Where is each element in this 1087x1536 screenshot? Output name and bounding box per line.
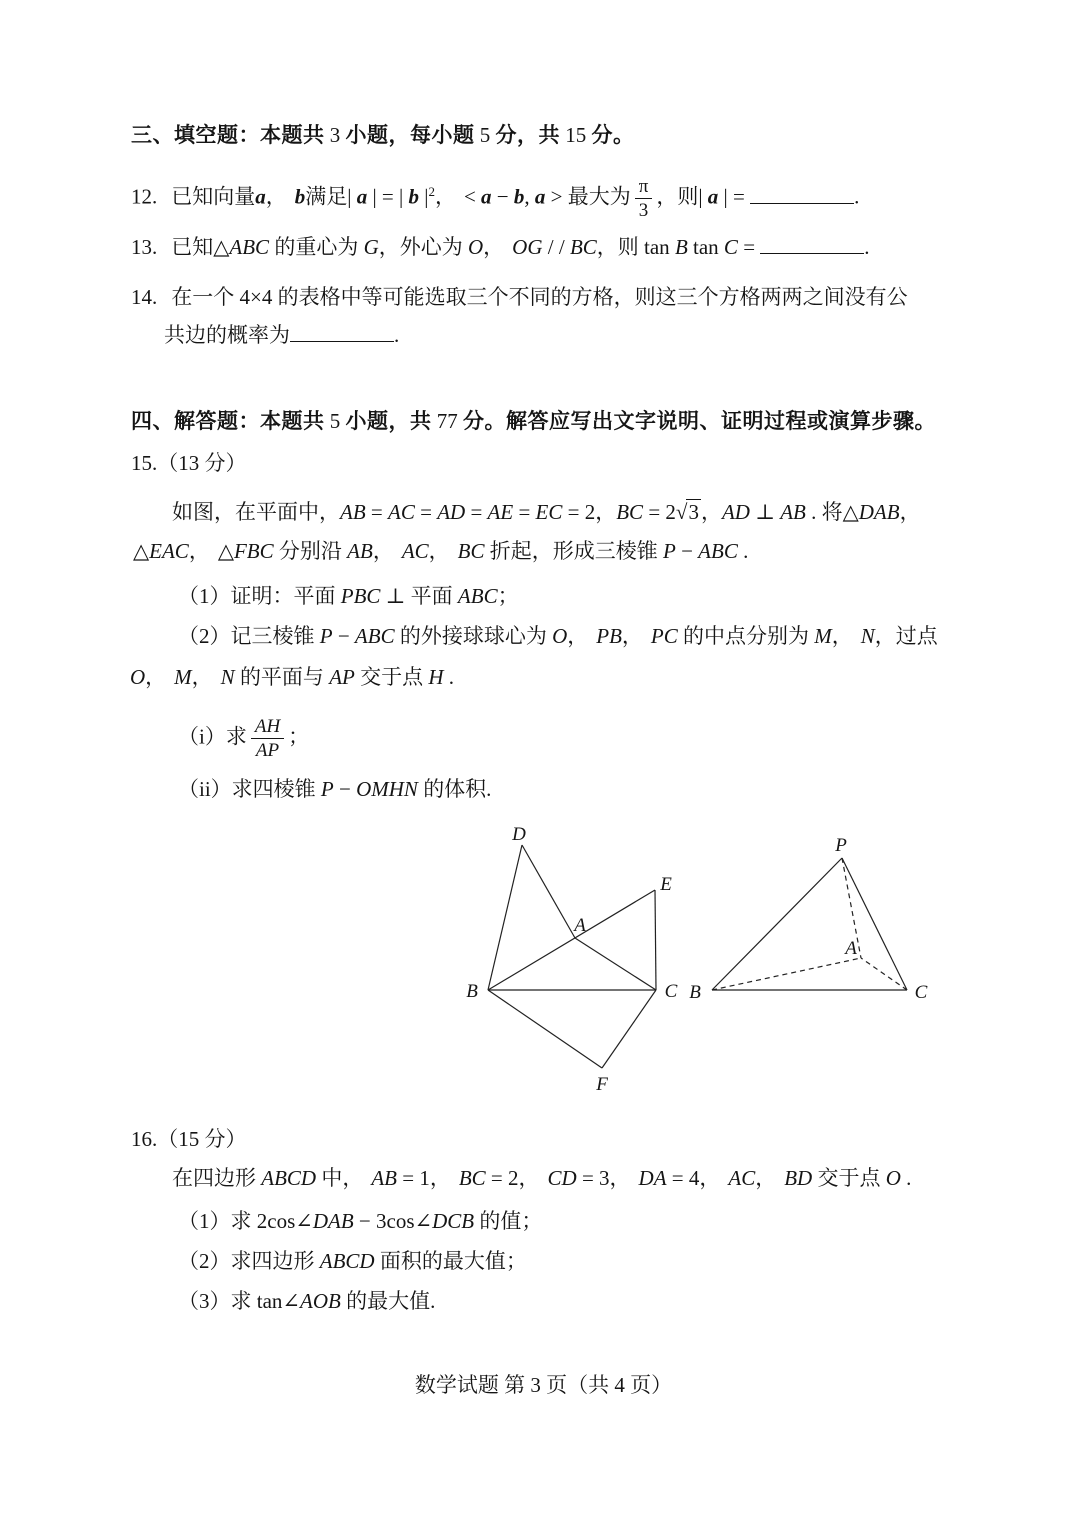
text-run: ， [145,665,167,689]
text-run: EAC [149,539,189,563]
section4-header [131,406,936,437]
question-15-sub-i [178,716,309,762]
text-run: < [463,184,482,209]
text-run: ⊥ [380,584,411,608]
fraction-denominator: 3 [638,200,649,222]
text-run: AB [780,500,806,524]
text-run: 5 [474,123,496,147]
text-run: （1）证明：平面 [178,584,341,608]
text-run: PB [596,624,622,648]
text-run: ABC [457,584,498,608]
text-run: ， [595,500,617,524]
text-run: ， [609,1166,631,1190]
text-run: 共边的概率为 [164,323,290,347]
question-14-line2 [164,320,399,350]
text-run: ， [899,500,921,524]
edge-EC [655,890,656,990]
text-run: 如图，在平面中， [172,500,340,524]
text-run: − [332,624,355,648]
fraction [251,716,284,762]
text-run: 13. [131,235,158,259]
text-run: 的最大值. [340,1289,436,1313]
question-15-sub2-line1 [178,621,938,651]
vertex-label-C: C [914,982,928,1003]
text-run: （1）求 [178,1209,257,1233]
text-run: PC [650,624,678,648]
text-run: ，外心为 [378,235,468,259]
text-run: 13 [178,451,205,475]
edge-BE [488,890,655,990]
question-16-number [131,1124,247,1154]
text-run: AD [721,500,750,524]
text-run: 已知向量 [171,184,256,209]
text-run: 分。解答应写出文字说明、证明过程或演算步骤。 [463,410,936,433]
text-run: 折起，形成三棱锥 [484,539,663,563]
text-run: . [737,539,749,563]
text-run: 交于点 [812,1166,886,1190]
text-run: 四、解答题：本题共 [131,410,325,433]
text-run: （ii）求四棱锥 [178,777,321,801]
text-run: 面积的最大值； [374,1249,527,1273]
text-run: AB [347,539,373,563]
text-run: = [365,500,388,524]
question-16-sub3 [178,1286,435,1316]
text-run: ， [831,624,853,648]
page-footer [0,1370,1087,1400]
edge-BD [488,845,522,990]
text-run: AC [388,500,415,524]
text-run: 的重心为 [269,235,364,259]
text-run: b [408,184,419,209]
text-run: ABC [229,235,270,259]
text-run: 将 [821,500,843,524]
text-run: ， [372,539,394,563]
text-run: ； [497,584,519,608]
text-run: 的值； [474,1209,543,1233]
question-13 [131,232,870,262]
text-run: − [491,184,514,209]
text-run: / / [542,235,570,259]
text-run: O [885,1166,901,1190]
text-run: = 2 [485,1166,519,1190]
text-run: = 4 [666,1166,700,1190]
text-run: C [723,235,738,259]
text-run: 3 [324,123,346,147]
text-run: H [428,665,444,689]
text-run: tan [644,235,675,259]
text-run: DAB [858,500,900,524]
text-run: 数学试题 第 [414,1373,526,1397]
text-run: △ [217,539,234,563]
text-run: BC [458,1166,486,1190]
text-run: OMHN [356,777,418,801]
text-run: B [674,235,688,259]
section3-header [131,120,635,151]
text-run: ABC [698,539,738,563]
text-run: FBC [233,539,274,563]
radical-sign: √ [675,500,687,524]
text-run: （2）求四边形 [178,1249,320,1273]
text-run: = [414,500,438,524]
text-run: 2 [428,184,435,200]
text-run: 分，共 [495,124,560,147]
text-run: 5 [324,409,346,433]
text-run: . [394,323,400,347]
text-run: | [347,184,357,209]
text-run: 分别沿 [273,539,348,563]
text-run: 满足 [305,184,348,209]
text-run: 16. [131,1127,158,1151]
question-16-sub2 [178,1246,527,1276]
text-run: 2cos∠ [256,1209,313,1233]
text-run: AOB [300,1289,341,1313]
text-run: tan [687,235,724,259]
text-run: 分） [204,451,247,475]
vertex-label-C: C [664,981,678,1002]
question-15-number [131,448,247,478]
answer-blank [750,182,854,204]
answer-blank [760,232,864,254]
text-run: BD [784,1166,813,1190]
text-run: AC [401,539,429,563]
text-run: G [363,235,379,259]
text-run: O [468,235,484,259]
text-run: 页） [630,1373,673,1397]
fraction-denominator: AP [255,740,280,762]
text-run: | = | [367,184,409,209]
text-run: ， [265,184,287,209]
text-run: 15. [131,451,158,475]
text-run: ABC [354,624,395,648]
text-run: P [320,777,334,801]
text-run: 77 [431,409,463,433]
text-run: AB [340,500,366,524]
text-run: DAB [312,1209,354,1233]
text-run: AP [329,665,355,689]
text-run: − [333,777,357,801]
text-run: ABCD [261,1166,317,1190]
radicand: 3 [688,500,699,524]
text-run: N [860,624,875,648]
text-run: | = [718,184,751,209]
edge-CA [861,958,907,990]
text-run: CD [547,1166,577,1190]
text-run: AB [371,1166,397,1190]
vertex-label-D: D [512,824,526,845]
text-run: ， [429,1166,451,1190]
question-12 [131,176,859,222]
fraction-numerator: π [635,176,653,199]
text-run: P [319,624,333,648]
text-run: M [174,665,192,689]
text-run: = 1 [396,1166,430,1190]
text-run: 在一个 [171,285,235,309]
text-run: 页（共 [546,1373,610,1397]
unfolded-plane-figure [430,815,700,1105]
vertex-label-A: A [845,938,857,959]
text-run: = [513,500,536,524]
fraction-numerator: AH [251,716,284,739]
text-run: ⊥ [749,500,781,524]
question-14-line1 [131,282,908,312]
text-run: = 2 [643,500,676,524]
text-run: 15 [560,123,592,147]
text-run: AD [437,500,466,524]
text-run: 的外接球球心为 [394,624,553,648]
text-run: . [805,500,822,524]
vertex-label-F: F [596,1074,608,1095]
question-15-para-line1 [172,497,921,527]
text-run: ， [699,1166,721,1190]
text-run: PBC [340,584,381,608]
edge-FC [602,990,656,1068]
text-run: ，则 [596,235,645,259]
tetrahedron-figure [680,830,940,1010]
text-run: P [663,539,676,563]
edge-BF [488,990,602,1068]
text-run: ， [700,500,722,524]
text-run: = [465,500,488,524]
text-run: （ [157,451,179,475]
text-run: a [707,184,719,209]
vertex-label-B: B [466,981,478,1002]
text-run: . [864,235,870,259]
text-run: AC [728,1166,756,1190]
text-run: ， [518,1166,540,1190]
text-run: 的体积. [417,777,492,801]
text-run: tan∠ [256,1289,301,1313]
text-run: △ [842,500,859,524]
text-run: 的表格中等可能选取三个不同的方格，则这三个方格两两之间没有公 [277,285,908,309]
text-run: 交于点 [354,665,429,689]
text-run: （2）记三棱锥 [178,624,320,648]
text-run: ，过点 [874,624,938,648]
text-run: > [545,184,568,209]
text-run: 的中点分别为 [677,624,815,648]
text-run: | [418,184,429,209]
text-run: a [481,184,492,209]
question-15-para-line2 [133,536,748,566]
text-run: 三、填空题：本题共 [131,124,325,147]
text-run: ，则 [656,184,699,209]
text-run: . [900,1166,912,1190]
text-run: 12. [131,184,158,209]
text-run: = 2 [562,500,596,524]
text-run: （3）求 [178,1289,257,1313]
text-run: 14. [131,285,158,309]
question-15-sub2-line2 [130,662,454,692]
text-run: 最大为 [567,184,631,209]
text-run: . [443,665,455,689]
text-run: − [675,539,699,563]
question-15-sub-ii [178,774,491,804]
edge-PC [842,858,907,990]
vertex-label-B: B [689,982,701,1003]
text-run: （i）求 [178,724,247,749]
text-run: | [698,184,708,209]
vertex-label-P: P [835,835,847,856]
text-run: 4 [609,1373,631,1397]
text-run: 中， [316,1166,364,1190]
text-run: BC [616,500,644,524]
text-run: a [255,184,266,209]
answer-blank [290,320,394,342]
text-run: 已知 [171,235,214,259]
edge-BA [712,958,861,990]
fraction [635,176,653,222]
question-16-sub1 [178,1206,542,1236]
edge-PB [712,858,842,990]
text-run: ， [188,539,210,563]
text-run: ， [434,184,456,209]
text-run: . [854,184,860,209]
text-run: a [534,184,546,209]
text-run: N [220,665,235,689]
vertex-label-E: E [660,874,672,895]
edge-AC [575,938,656,990]
text-run: 分。 [591,124,635,147]
text-run: ABCD [319,1249,375,1273]
text-run: △ [213,235,230,259]
text-run: EC [535,500,563,524]
text-run: DCB [432,1209,475,1233]
text-run: O [130,665,146,689]
text-run: OG [512,235,543,259]
text-run: 15 [178,1127,205,1151]
text-run: 3 [525,1373,547,1397]
text-run: △ [133,539,150,563]
text-run: − 3cos∠ [353,1209,433,1233]
text-run: ； [288,724,310,749]
text-run: O [552,624,568,648]
text-run: ， [567,624,589,648]
question-16-para [172,1163,911,1193]
text-run: ， [483,235,505,259]
question-15-sub1 [178,581,519,611]
text-run: 4×4 [234,285,278,309]
text-run: DA [638,1166,667,1190]
text-run: a [356,184,368,209]
text-run: = [737,235,761,259]
text-run: AE [487,500,514,524]
text-run: ， [755,1166,777,1190]
vertex-label-A: A [574,915,586,936]
text-run: BC [457,539,485,563]
text-run: , [524,184,535,209]
text-run: 平面 [410,584,458,608]
text-run: ， [428,539,450,563]
text-run: = 3 [576,1166,610,1190]
text-run: （ [157,1127,179,1151]
text-run: M [814,624,832,648]
text-run: b [513,184,525,209]
text-run: b [294,184,306,209]
text-run: 的平面与 [234,665,330,689]
text-run: 小题，共 [345,410,432,433]
text-run: BC [569,235,597,259]
edge-DA [522,845,575,938]
text-run: ， [621,624,643,648]
text-run: 分） [204,1127,247,1151]
text-run: ， [191,665,213,689]
text-run: 小题，每小题 [345,124,475,147]
square-root [676,499,701,524]
text-run: 在四边形 [172,1166,262,1190]
